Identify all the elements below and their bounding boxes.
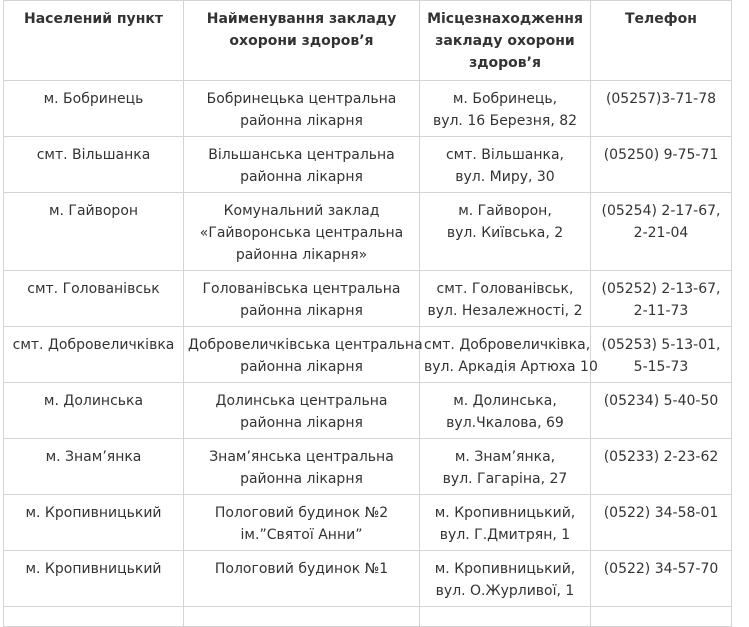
cell-phone xyxy=(591,383,732,439)
table-row xyxy=(4,327,732,383)
cell-address-line: вул. О.Журливої, 1 xyxy=(435,583,575,599)
cell-facility-line: Добровеличківська центральна xyxy=(188,337,423,353)
table-row xyxy=(4,193,732,271)
cell-address xyxy=(420,81,591,137)
cell-address-line: вул. Гагаріна, 27 xyxy=(442,471,568,487)
cell-facility xyxy=(184,327,423,383)
cell-facility-line: Голованівська центральна xyxy=(202,281,401,297)
cell-address-line: смт. Добровеличківка, xyxy=(424,337,591,353)
cell-address-line: смт. Вільшанка, xyxy=(445,147,565,163)
cell-facility xyxy=(184,551,420,607)
cell-address-line: м. Гайворон, xyxy=(458,203,552,219)
cell-phone xyxy=(591,193,732,271)
cell-settlement: смт. Добровеличківка xyxy=(4,327,184,383)
cell-phone xyxy=(591,81,732,137)
empty-cell xyxy=(4,607,184,627)
cell-phone-line: (05257)3-71-78 xyxy=(605,91,717,107)
cell-facility xyxy=(184,81,420,137)
cell-facility-line: «Гайворонська центральна xyxy=(199,225,404,241)
cell-settlement: м. Бобринець xyxy=(4,81,184,137)
empty-cell xyxy=(420,607,591,627)
cell-facility xyxy=(184,383,420,439)
cell-phone xyxy=(591,327,732,383)
cell-phone-line: (05234) 5-40-50 xyxy=(603,393,719,409)
table-row xyxy=(4,271,732,327)
cell-facility-line: районна лікарня» xyxy=(235,247,368,263)
empty-cell xyxy=(184,607,420,627)
cell-facility-line: Долинська центральна xyxy=(215,393,388,409)
cell-address-line: м. Долинська, xyxy=(453,393,557,409)
cell-address-line: смт. Голованівськ, xyxy=(436,281,574,297)
cell-facility xyxy=(184,193,420,271)
cell-address xyxy=(420,495,591,551)
cell-settlement: м. Долинська xyxy=(4,383,184,439)
cell-address-line: вул. Незалежності, 2 xyxy=(427,303,583,319)
cell-address-line: вул. 16 Березня, 82 xyxy=(432,113,578,129)
cell-address-line: вул. Київська, 2 xyxy=(446,225,564,241)
table-header xyxy=(4,1,732,81)
cell-phone-line: (0522) 34-57-70 xyxy=(603,561,719,577)
cell-phone-line: (05252) 2-13-67, xyxy=(601,281,721,297)
cell-address-line: вул. Аркадія Артюха 10 xyxy=(424,359,598,375)
cell-phone xyxy=(591,495,732,551)
cell-address xyxy=(420,327,598,383)
cell-facility-line: районна лікарня xyxy=(240,303,363,319)
cell-phone xyxy=(591,439,732,495)
cell-facility-line: Пологовий будинок №2 xyxy=(214,505,389,521)
cell-phone xyxy=(591,137,732,193)
cell-facility-line: районна лікарня xyxy=(240,359,363,375)
cell-phone-line: 2-21-04 xyxy=(633,225,689,241)
header-phone: Телефон xyxy=(591,1,732,81)
table-row xyxy=(4,137,732,193)
cell-facility-line: районна лікарня xyxy=(240,471,363,487)
cell-phone-line: 5-15-73 xyxy=(633,359,689,375)
cell-settlement: м. Гайворон xyxy=(4,193,184,271)
table-row xyxy=(4,81,732,137)
cell-settlement: м. Кропивницький xyxy=(4,495,184,551)
cell-address-line: вул.Чкалова, 69 xyxy=(446,415,564,431)
cell-phone-line: (05233) 2-23-62 xyxy=(603,449,719,465)
cell-address xyxy=(420,551,591,607)
empty-cell xyxy=(591,607,732,627)
cell-address-line: м. Знам’янка, xyxy=(454,449,556,465)
cell-facility-line: Бобринецька центральна xyxy=(206,91,397,107)
cell-address-line: вул. Г.Дмитрян, 1 xyxy=(439,527,571,543)
cell-phone-line: (05254) 2-17-67, xyxy=(601,203,721,219)
table-row xyxy=(4,551,732,607)
cell-facility-line: Вільшанська центральна xyxy=(208,147,395,163)
cell-phone xyxy=(591,271,732,327)
cell-address xyxy=(420,383,591,439)
table-row xyxy=(4,495,732,551)
cell-phone-line: 2-11-73 xyxy=(633,303,689,319)
cell-settlement: смт. Вільшанка xyxy=(4,137,184,193)
cell-facility xyxy=(184,137,420,193)
header-address: Місцезнаходження закладу охорони здоров’я xyxy=(420,1,591,81)
cell-address xyxy=(420,137,591,193)
cell-phone-line: (0522) 34-58-01 xyxy=(603,505,719,521)
cell-facility xyxy=(184,439,420,495)
cell-settlement: м. Кропивницький xyxy=(4,551,184,607)
cell-address-line: м. Бобринець, xyxy=(452,91,558,107)
hospitals-table xyxy=(3,0,732,627)
table-row xyxy=(4,439,732,495)
cell-address-line: м. Кропивницький, xyxy=(434,505,576,521)
cell-phone-line: (05250) 9-75-71 xyxy=(603,147,719,163)
cell-facility xyxy=(184,271,420,327)
cell-facility-line: Комунальний заклад xyxy=(223,203,380,219)
cell-facility-line: районна лікарня xyxy=(240,169,363,185)
cell-facility-line: районна лікарня xyxy=(240,415,363,431)
cell-settlement: м. Знам’янка xyxy=(4,439,184,495)
table-row xyxy=(4,383,732,439)
cell-phone-line: (05253) 5-13-01, xyxy=(601,337,721,353)
header-facility: Найменування закладу охорони здоров’я xyxy=(184,1,420,81)
table-row-partial xyxy=(4,607,732,627)
cell-settlement: смт. Голованівськ xyxy=(4,271,184,327)
cell-facility-line: Пологовий будинок №1 xyxy=(214,561,389,577)
header-settlement: Населений пункт xyxy=(4,1,184,81)
cell-address xyxy=(420,193,591,271)
cell-address xyxy=(420,271,591,327)
cell-facility xyxy=(184,495,420,551)
cell-facility-line: ім.”Святої Анни” xyxy=(240,527,363,543)
cell-phone xyxy=(591,551,732,607)
header-row xyxy=(4,1,732,81)
cell-address-line: вул. Миру, 30 xyxy=(455,169,555,185)
cell-address xyxy=(420,439,591,495)
cell-address-line: м. Кропивницький, xyxy=(434,561,576,577)
cell-facility-line: районна лікарня xyxy=(240,113,363,129)
cell-facility-line: Знам’янська центральна xyxy=(209,449,394,465)
table-body xyxy=(4,81,732,627)
